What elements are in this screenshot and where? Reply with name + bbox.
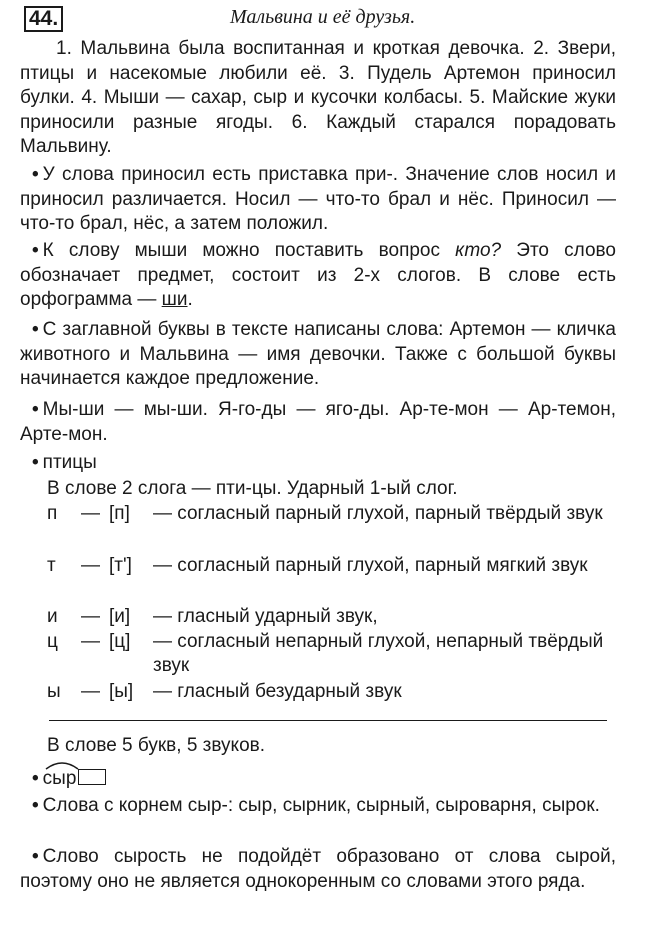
sound: [и] — [109, 606, 131, 627]
sound-description: — согласный парный глухой, парный мягкий звук — [153, 555, 588, 576]
ending-box-icon — [78, 769, 106, 785]
answer-hyphenation-text: Мы-ши — мы-ши. Я-го-ды — яго-ды. Ар-те-мон — Ар-темон, Арте-мон. — [20, 399, 616, 445]
letters-sounds-count: В слове 5 букв, 5 звуков. — [47, 735, 266, 756]
answer-noun-post: Это слово обозначает предмет, состоит из 2-х слогов. В слове есть орфограмма — — [20, 240, 616, 310]
answer-syrost — [20, 845, 616, 894]
answer-prefix-text: У слова приносил есть приставка при-. Значение слов носил и приносил различается. Носил — что-то брал и нёс. Приносил — что-то брал, нёс, а затем положил. — [20, 164, 616, 234]
answer-hyphenation — [20, 398, 616, 447]
phonetic-word-text: птицы — [42, 452, 97, 473]
root-word — [32, 767, 628, 792]
dash: — — [81, 681, 100, 702]
phonetic-word — [32, 451, 628, 476]
answer-prefix — [20, 163, 616, 237]
letter: т — [47, 555, 56, 576]
bullet: • — [32, 164, 39, 185]
sound-description: — согласный непарный глухой, непарный твёрдый звук — [153, 631, 604, 676]
sound: [ц] — [109, 631, 131, 652]
bullet: • — [32, 240, 39, 261]
answer-noun-end: . — [187, 289, 193, 310]
bullet: • — [32, 846, 39, 867]
dash: — — [81, 555, 100, 576]
letter: и — [47, 606, 58, 627]
bullet: • — [32, 399, 39, 420]
dash: — — [81, 631, 100, 652]
exercise-title: Мальвина и её друзья. — [230, 6, 416, 28]
exercise-text: 1. Мальвина была воспитанная и кроткая девочка. 2. Звери, птицы и насекомые любили её. 3. Пудель Артемон приносил булки. 4. Мыши — сахар, сыр и кусочки колбасы. 5. Майские жуки приносили разные ягоды. 6. Каждый старался порадовать Мальвину. — [20, 38, 616, 157]
bullet: • — [32, 319, 39, 340]
root-word-text: сыр — [42, 768, 77, 789]
divider — [49, 720, 607, 721]
bullet: • — [32, 768, 39, 789]
root-arc-icon — [44, 759, 80, 771]
letter: ц — [47, 631, 58, 652]
bullet: • — [32, 452, 39, 473]
sound-description: — гласный ударный звук, — [153, 606, 378, 627]
orthogram: ши — [161, 289, 188, 310]
dash: — — [81, 503, 100, 524]
letter: п — [47, 503, 58, 524]
sound: [п] — [109, 503, 130, 524]
sound: [т'] — [109, 555, 132, 576]
bullet: • — [32, 795, 39, 816]
syllable-info: В слове 2 слога — пти-цы. Ударный 1-ый слог. — [47, 478, 458, 499]
letter: ы — [47, 681, 61, 702]
answer-syrost-text: Слово сырость не подойдёт образовано от слова сырой, поэтому оно не является однокоренным со словами этого ряда. — [20, 846, 616, 892]
answer-capitals-text: С заглавной буквы в тексте написаны слова: Артемон — кличка животного и Мальвина — имя девочки. Также с большой буквы начинается каждое предложение. — [20, 319, 616, 389]
sound-description: — гласный безударный звук — [153, 681, 402, 702]
exercise-number: 44. — [24, 6, 63, 32]
answer-roots-text: Слова с корнем сыр-: сыр, сырник, сырный, сыроварня, сырок. — [42, 795, 600, 816]
root-word-wrap — [43, 767, 77, 792]
answer-capitals — [20, 318, 616, 392]
answer-noun — [20, 239, 616, 313]
dash: — — [81, 606, 100, 627]
answer-noun-pre: К слову мыши можно поставить вопрос — [42, 240, 456, 261]
question-word: кто? — [455, 240, 502, 261]
sound-description: — согласный парный глухой, парный твёрдый звук — [153, 503, 603, 524]
answer-roots — [20, 794, 616, 819]
sound: [ы] — [109, 681, 134, 702]
